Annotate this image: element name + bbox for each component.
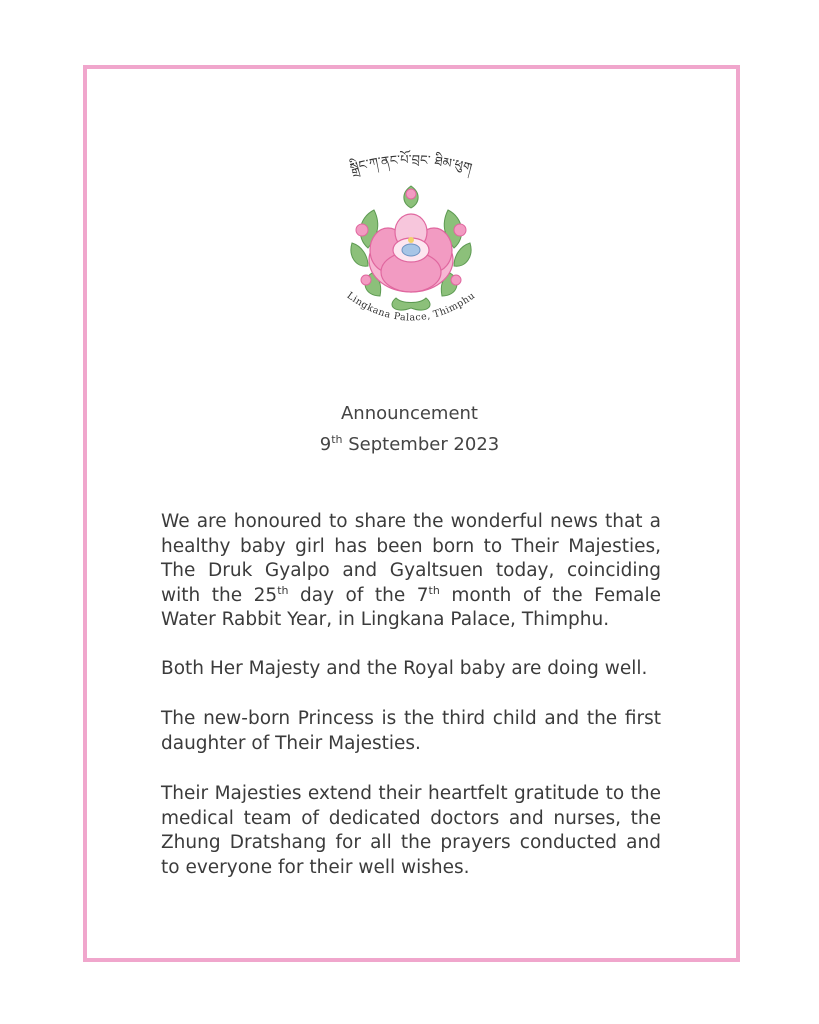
announcement-title: Announcement xyxy=(340,403,478,424)
emblem-tibetan-text: སྒྲིང་ཀ་ནང་པོ་བྲང་ ཐིམ་ཕུག xyxy=(348,152,474,177)
p1-text-b: day of the 7 xyxy=(288,584,429,606)
paragraph-princess: The new-born Princess is the third child and the first daughter of Their Majesties. xyxy=(161,708,661,754)
p1-sup-1: th xyxy=(277,583,289,597)
p1-sup-2: th xyxy=(428,583,440,597)
date-suffix: th xyxy=(331,433,343,446)
lingkana-palace-emblem xyxy=(336,148,486,338)
paragraph-health: Both Her Majesty and the Royal baby are doing well. xyxy=(161,658,648,679)
paragraph-birth-news xyxy=(161,510,661,633)
emblem-caption: Lingkana Palace, Thimphu xyxy=(344,290,478,324)
date-day: 9 xyxy=(319,434,332,455)
paragraph-gratitude: Their Majesties extend their heartfelt gratitude to the medical team of dedicated doctors and nurses, the Zhung Dratshang for all the prayers conducted and to everyone for their well wishes. xyxy=(161,783,661,878)
announcement-date xyxy=(0,434,819,455)
p1-text-a: We are honoured to share the wonderful news that a healthy baby girl has been born to Their Majesties, The Druk Gyalpo and Gyaltsuen today, coinciding with the 25 xyxy=(161,511,661,606)
date-rest: September 2023 xyxy=(342,434,500,455)
p1-text-c: month of the Female Water Rabbit Year, in Lingkana Palace, Thimphu. xyxy=(161,584,662,630)
